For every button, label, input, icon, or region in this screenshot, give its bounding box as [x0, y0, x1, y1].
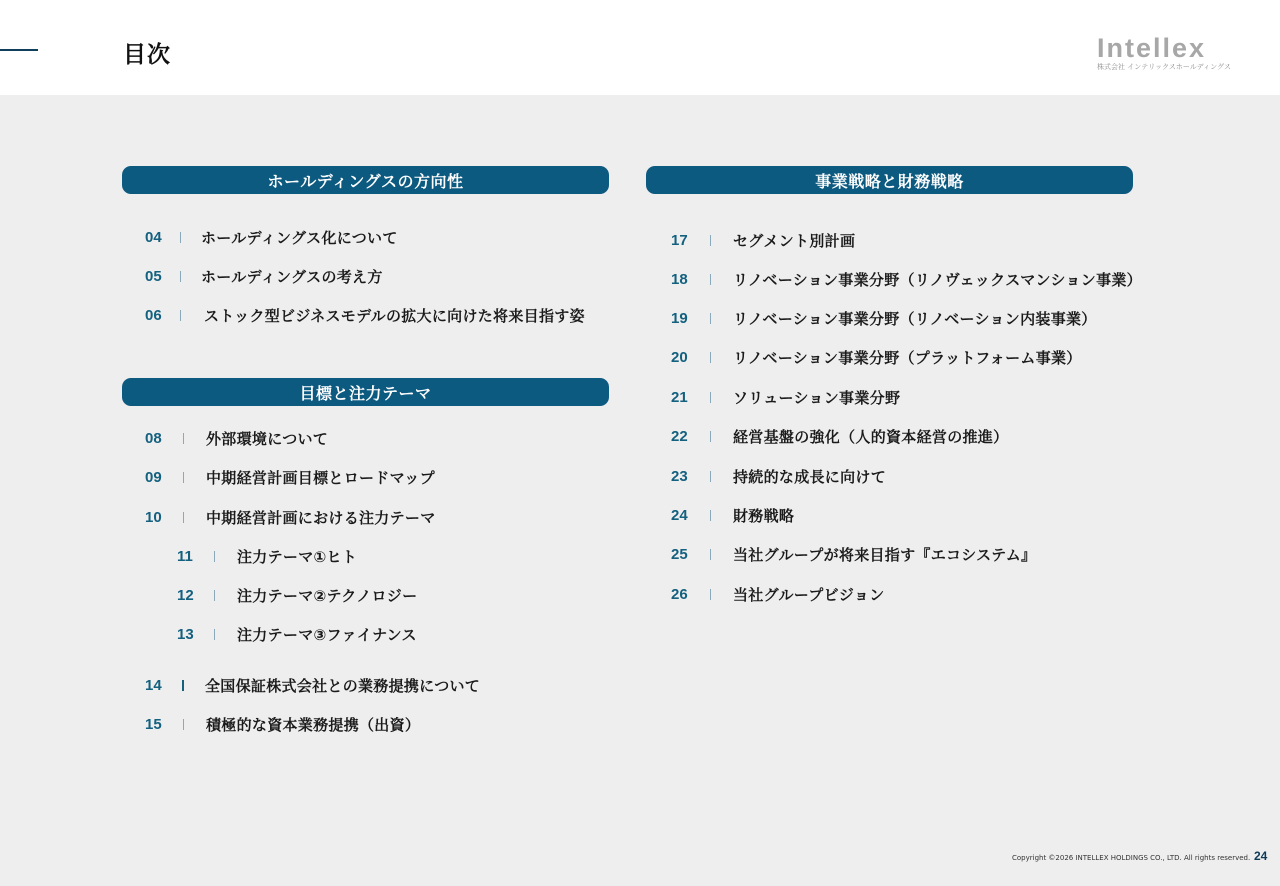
toc-item-label: リノベーション事業分野（リノヴェックスマンション事業）: [733, 270, 1142, 289]
toc-item-label: 当社グループが将来目指す『エコシステム』: [733, 545, 1037, 564]
section-header-strategy: 事業戦略と財務戦略: [646, 166, 1133, 194]
toc-page-number: 15: [145, 715, 162, 733]
toc-separator: [180, 232, 181, 243]
toc-item-label: 注力テーマ②テクノロジー: [237, 586, 418, 605]
toc-separator: [710, 431, 711, 442]
toc-item[interactable]: [145, 713, 420, 735]
toc-separator: [214, 590, 215, 601]
toc-item-label: ホールディングスの考え方: [201, 267, 383, 286]
toc-separator: [183, 512, 184, 523]
toc-page-number: 05: [145, 267, 162, 285]
toc-separator: [183, 433, 184, 444]
toc-page-number: 25: [671, 545, 688, 563]
toc-item-label: 積極的な資本業務提携（出資）: [206, 715, 421, 734]
logo-subtitle: 株式会社 インテリックスホールディングス: [1097, 63, 1231, 71]
toc-item-label: 中期経営計画における注力テーマ: [206, 508, 436, 527]
toc-separator: [710, 352, 711, 363]
toc-page-number: 19: [671, 309, 688, 327]
toc-item[interactable]: [671, 307, 1097, 329]
toc-item-label: 全国保証株式会社との業務提携について: [205, 676, 481, 695]
toc-item-label: 外部環境について: [206, 429, 329, 448]
toc-item-label: リノベーション事業分野（リノベーション内装事業）: [733, 309, 1097, 328]
toc-item-label: 財務戦略: [733, 506, 795, 525]
toc-separator: [183, 719, 184, 730]
toc-separator: [710, 589, 711, 600]
toc-separator: [710, 274, 711, 285]
toc-separator: [710, 471, 711, 482]
toc-separator: [214, 551, 215, 562]
section-header-goals: 目標と注力テーマ: [122, 378, 609, 406]
toc-separator: [214, 629, 215, 640]
toc-separator: [710, 549, 711, 560]
toc-item[interactable]: [671, 425, 1008, 447]
toc-subitem[interactable]: [177, 584, 417, 606]
section-header-holdings: ホールディングスの方向性: [122, 166, 609, 194]
toc-separator: [710, 313, 711, 324]
toc-item-label: ソリューション事業分野: [733, 388, 901, 407]
toc-separator: [180, 271, 181, 282]
toc-page-number: 17: [671, 231, 688, 249]
toc-item[interactable]: [145, 427, 328, 449]
toc-page-number: 18: [671, 270, 688, 288]
toc-page-number: 24: [671, 506, 688, 524]
toc-page-number: 20: [671, 348, 688, 366]
toc-page-number: 23: [671, 467, 688, 485]
toc-separator: [710, 510, 711, 521]
toc-page-number: 08: [145, 429, 162, 447]
toc-item-label: ストック型ビジネスモデルの拡大に向けた将来目指す姿: [204, 306, 585, 325]
toc-page-number: 14: [145, 676, 162, 694]
toc-page-number: 12: [177, 586, 194, 604]
toc-item[interactable]: [671, 543, 1036, 565]
toc-separator: [180, 310, 181, 321]
page-number: 24: [1254, 849, 1268, 863]
toc-item-label: 中期経営計画目標とロードマップ: [206, 468, 435, 487]
toc-subitem[interactable]: [177, 545, 357, 567]
toc-item[interactable]: [671, 346, 1082, 368]
toc-separator: [183, 472, 184, 483]
toc-separator: [710, 392, 711, 403]
toc-separator: [182, 680, 184, 691]
toc-item-label: 経営基盤の強化（人的資本経営の推進）: [733, 427, 1009, 446]
toc-item-label: ホールディングス化について: [201, 228, 398, 247]
toc-item[interactable]: [145, 506, 436, 528]
toc-item-label: 注力テーマ③ファイナンス: [237, 625, 417, 644]
toc-page-number: 22: [671, 427, 688, 445]
page-title: 目次: [123, 42, 171, 68]
toc-item-label: 持続的な成長に向けて: [733, 467, 887, 486]
company-logo: [1097, 34, 1245, 74]
toc-item-label: 注力テーマ①ヒト: [237, 547, 358, 566]
footer-copyright: Copyright ©2026 INTELLEX HOLDINGS CO., LTD. All rights reserved.: [1012, 854, 1251, 862]
toc-item-label: 当社グループビジョン: [733, 585, 885, 604]
toc-item-label: セグメント別計画: [733, 231, 856, 250]
toc-page-number: 04: [145, 228, 162, 246]
toc-item[interactable]: [671, 504, 794, 526]
toc-item[interactable]: [145, 304, 585, 326]
toc-item[interactable]: [145, 226, 398, 248]
toc-item[interactable]: [671, 465, 886, 487]
toc-page-number: 26: [671, 585, 688, 603]
logo-wordmark: Intellex: [1097, 33, 1207, 63]
header-accent-rule: [0, 49, 38, 51]
header-bar: [0, 0, 1280, 95]
toc-page-number: 06: [145, 306, 162, 324]
toc-item[interactable]: [671, 583, 885, 605]
toc-page-number: 11: [177, 547, 193, 565]
toc-subitem[interactable]: [177, 623, 417, 645]
toc-item[interactable]: [145, 265, 383, 287]
toc-separator: [710, 235, 711, 246]
toc-item[interactable]: [671, 229, 855, 251]
toc-page-number: 10: [145, 508, 162, 526]
toc-item-label: リノベーション事業分野（プラットフォーム事業）: [733, 348, 1082, 367]
toc-item[interactable]: [671, 268, 1142, 290]
toc-item[interactable]: [145, 466, 435, 488]
toc-item[interactable]: [145, 674, 480, 696]
toc-page-number: 13: [177, 625, 194, 643]
toc-page-number: 21: [671, 388, 688, 406]
toc-page-number: 09: [145, 468, 162, 486]
toc-item[interactable]: [671, 386, 900, 408]
